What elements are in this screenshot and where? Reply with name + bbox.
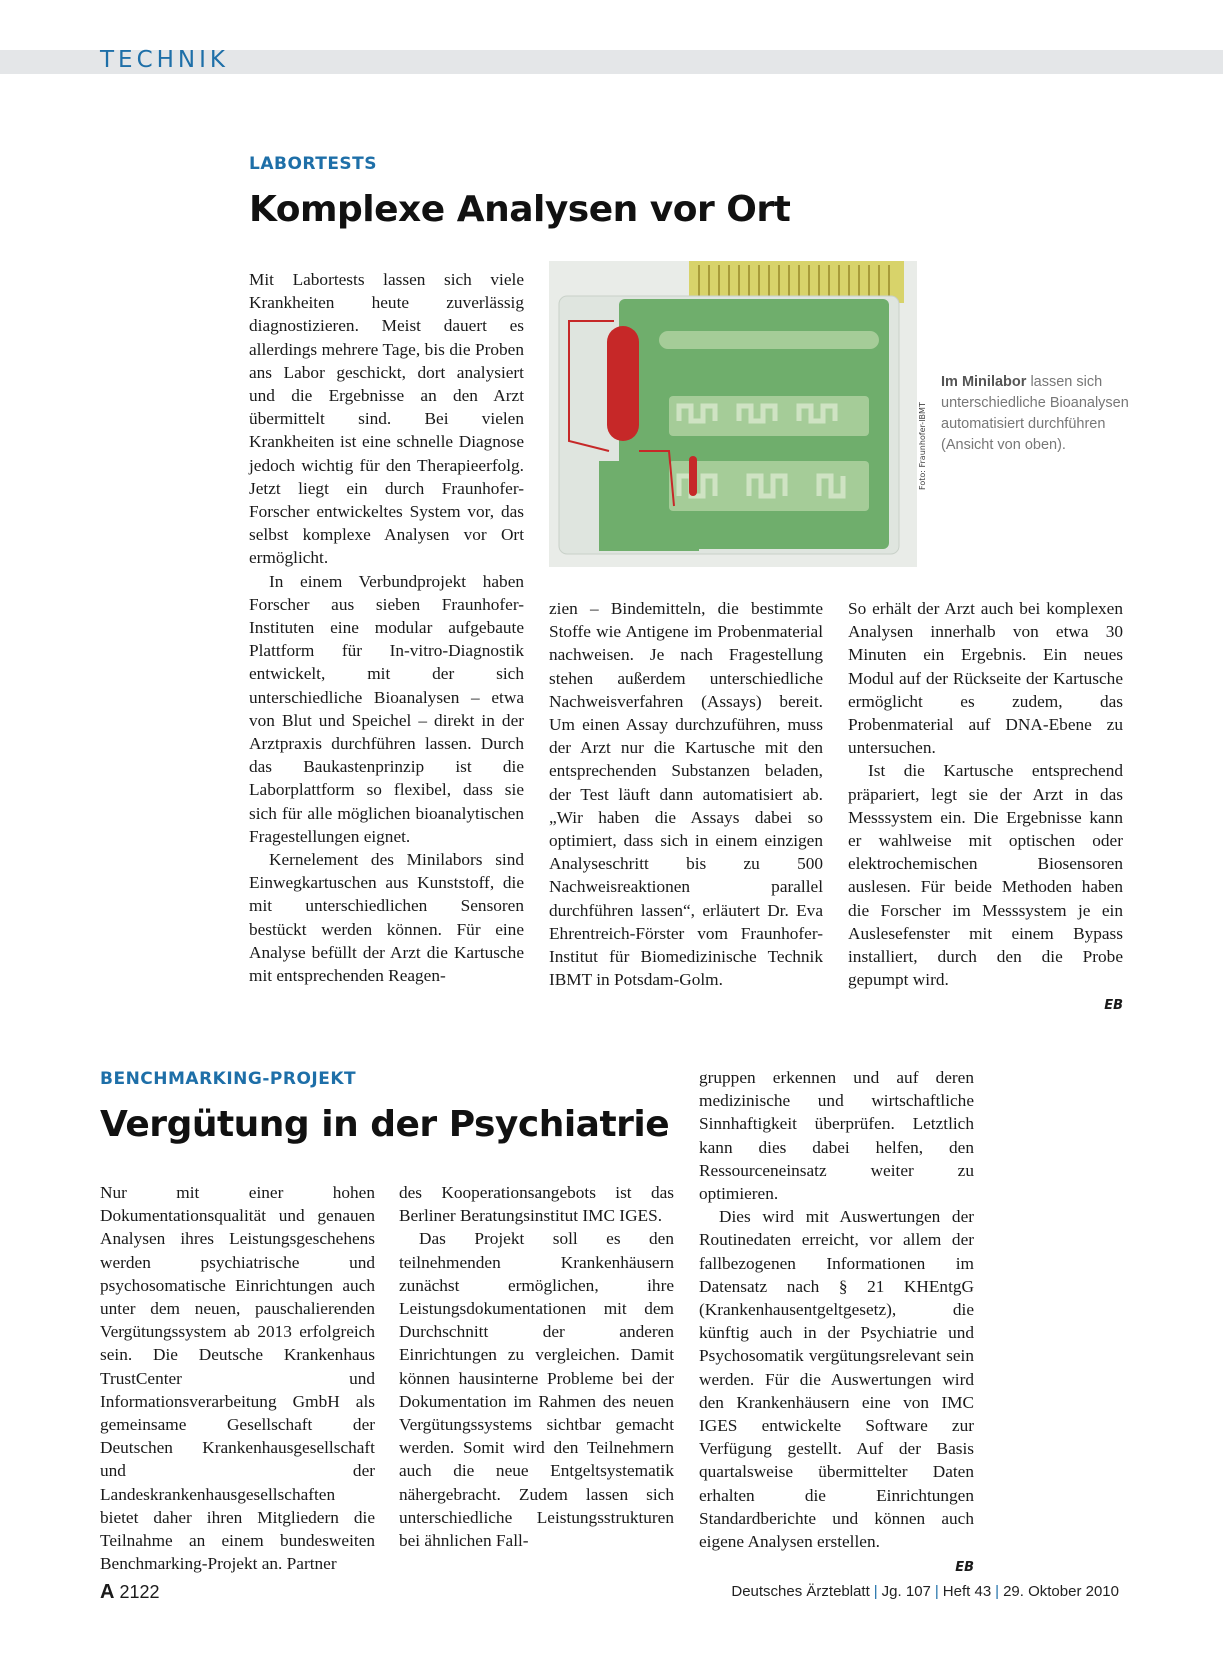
paragraph: zien – Bindemitteln, die bestimmte Stoffe wie Antigene im Probenmaterial nachweisen. Je nach Fragestellung stehen außerdem unterschiedliche Nachweisverfahren (Assays) bereit. Um einen Assay durchzuführen, muss der Arzt nur die Kartusche mit den entsprechenden Substanzen beladen, der Test läuft dann automatisiert ab. „Wir haben die Assays dabei so optimiert, dass sich in einem einzigen Analyseschritt bis zu 500 Nachweisreaktionen parallel durchführen lassen“, erläutert Dr. Eva Ehrentreich-Förster vom Fraunhofer-Institut für Biomedizinische Technik IBMT in Potsdam-Golm. (549, 599, 823, 990)
paragraph: Nur mit einer hohen Dokumentationsqualität und genauen Analysen ihres Leistungsgeschehens werden psychiatrische und psychosomatische Einrichtungen auch unter dem neuen, pauschalierenden Vergütungssystem ab 2013 erfolgreich sein. Die Deutsche Krankenhaus TrustCenter und Informationsverarbeitung GmbH als gemeinsame Gesellschaft der Deutschen Krankenhausgesellschaft und der Landeskrankenhausgesellschaften bietet daher ihren Mitgliedern die Teilnahme an einem bundesweiten Benchmarking-Projekt an. Partner (100, 1183, 375, 1574)
article1-kicker: LABORTESTS (249, 154, 378, 174)
article1-title: Komplexe Analysen vor Ort (249, 189, 791, 230)
author-signature: EB (1104, 998, 1123, 1014)
issue: Heft 43 (942, 1583, 992, 1600)
journal-name: Deutsches Ärzteblatt (731, 1583, 870, 1600)
article2-column-2 (399, 1181, 674, 1552)
paragraph: In einem Verbundprojekt haben Forscher aus sieben Fraunhofer-Instituten eine modular aufgebaute Plattform für In-vitro-Diagnostik entwickelt, mit der sich unterschiedliche Bioanalysen – etwa von Blut und Speichel – direkt in der Arztpraxis durchführen lassen. Durch das Baukastenprinzip ist die Laborplattform so flexibel, dass sie sich für alle möglichen bioanalytischen Fragestellungen eignet. (249, 571, 524, 846)
paragraph: Das Projekt soll es den teilnehmenden Krankenhäusern zunächst ermöglichen, ihre Leistungsdokumentationen mit dem Durchschnitt der anderen Einrichtungen zu vergleichen. Damit können hausinterne Probleme bei der Dokumentation im Rahmen des neuen Vergütungssystems sichtbar gemacht werden. Somit wird den Teilnehmern auch die neue Entgeltsystematik nähergebracht. Zudem lassen sich unterschiedliche Leistungsstrukturen bei ähnlichen Fall- (399, 1229, 674, 1551)
paragraph: Kernelement des Minilabors sind Einwegkartuschen aus Kunststoff, die mit unterschiedlichen Sensoren bestückt werden können. Für eine Analyse befüllt der Arzt die Kartusche mit entsprechenden Reagen- (249, 850, 524, 986)
paragraph: So erhält der Arzt auch bei komplexen Analysen innerhalb von etwa 30 Minuten ein Ergebnis. Ein neues Modul auf der Rückseite der Kartusche ermöglicht es zudem, das Probenmaterial auf DNA-Ebene zu untersuchen. (848, 599, 1123, 758)
issue-date: 29. Oktober 2010 (1003, 1583, 1119, 1600)
page-number (100, 1581, 160, 1604)
author-signature: EB (955, 1560, 974, 1576)
paragraph: des Kooperationsangebots ist das Berliner Beratungsinstitut IMC IGES. (399, 1183, 674, 1226)
article1-column-2 (549, 597, 823, 991)
paragraph: Mit Labortests lassen sich viele Krankheiten heute zuverlässig diagnostizieren. Meist dauert es allerdings mehrere Tage, bis die Proben ans Labor geschickt, dort analysiert und die Ergebnisse an den Arzt übermittelt sind. Bei vielen Krankheiten ist eine schnelle Diagnose jedoch wichtig für den Therapieerfolg. Jetzt liegt ein durch Fraunhofer-Forscher entwickeltes System vor, das selbst komplexe Analysen vor Ort ermöglicht. (249, 270, 524, 568)
article2-column-1 (100, 1181, 375, 1575)
footer-publication (731, 1583, 1119, 1600)
article2-title: Vergütung in der Psychiatrie (100, 1104, 670, 1145)
photo-credit: Foto: Fraunhofer-IBMT (918, 402, 927, 490)
paragraph: Ist die Kartusche entsprechend präpariert, legt sie der Arzt in das Messsystem ein. Die Ergebnisse kann er wahlweise mit optischen oder elektrochemischen Biosensoren auslesen. Für beide Methoden haben die Forscher im Messsystem je ein Auslesefenster mit einem Bypass installiert, durch den die Probe gepumpt wird. (848, 761, 1123, 990)
article2-kicker: BENCHMARKING-PROJEKT (100, 1069, 357, 1089)
article1-column-1 (249, 268, 524, 987)
article2-column-3 (699, 1066, 974, 1579)
separator: | (995, 1583, 1000, 1600)
page-number-value: 2122 (119, 1582, 160, 1602)
separator: | (873, 1583, 878, 1600)
article1-column-3 (848, 597, 1123, 1018)
paragraph: gruppen erkennen und auf deren medizinische und wirtschaftliche Sinnhaftigkeit überprüfen. Letztlich kann dies dabei helfen, den Ressourceneinsatz weiter zu optimieren. (699, 1068, 974, 1204)
volume: Jg. 107 (881, 1583, 931, 1600)
page-prefix: A (100, 1581, 115, 1603)
paragraph: Dies wird mit Auswertungen der Routinedaten erreicht, vor allem der fallbezogenen Informationen im Datensatz nach § 21 KHEntgG (Krankenhausentgeltgesetz), die künftig auch in der Psychiatrie und Psychosomatik vergütungsrelevant sein werden. Für die Auswertungen wird den Krankenhäusern eine von IMC IGES entwickelte Software zur Verfügung gestellt. Auf der Basis quartalsweise übermittelter Daten erhalten die Einrichtungen Standardberichte und können auch eigene Analysen erstellen. (699, 1207, 974, 1552)
separator: | (934, 1583, 939, 1600)
section-label: TECHNIK (100, 47, 230, 73)
minilabor-photo (549, 261, 917, 567)
photo-caption (941, 372, 1141, 456)
caption-lead: Im Minilabor (941, 374, 1027, 390)
caption-text: lassen sich unterschiedliche Bioanalysen automatisiert durchführen (Ansicht von oben). (941, 374, 1129, 453)
cartridge-illustration (549, 261, 917, 567)
